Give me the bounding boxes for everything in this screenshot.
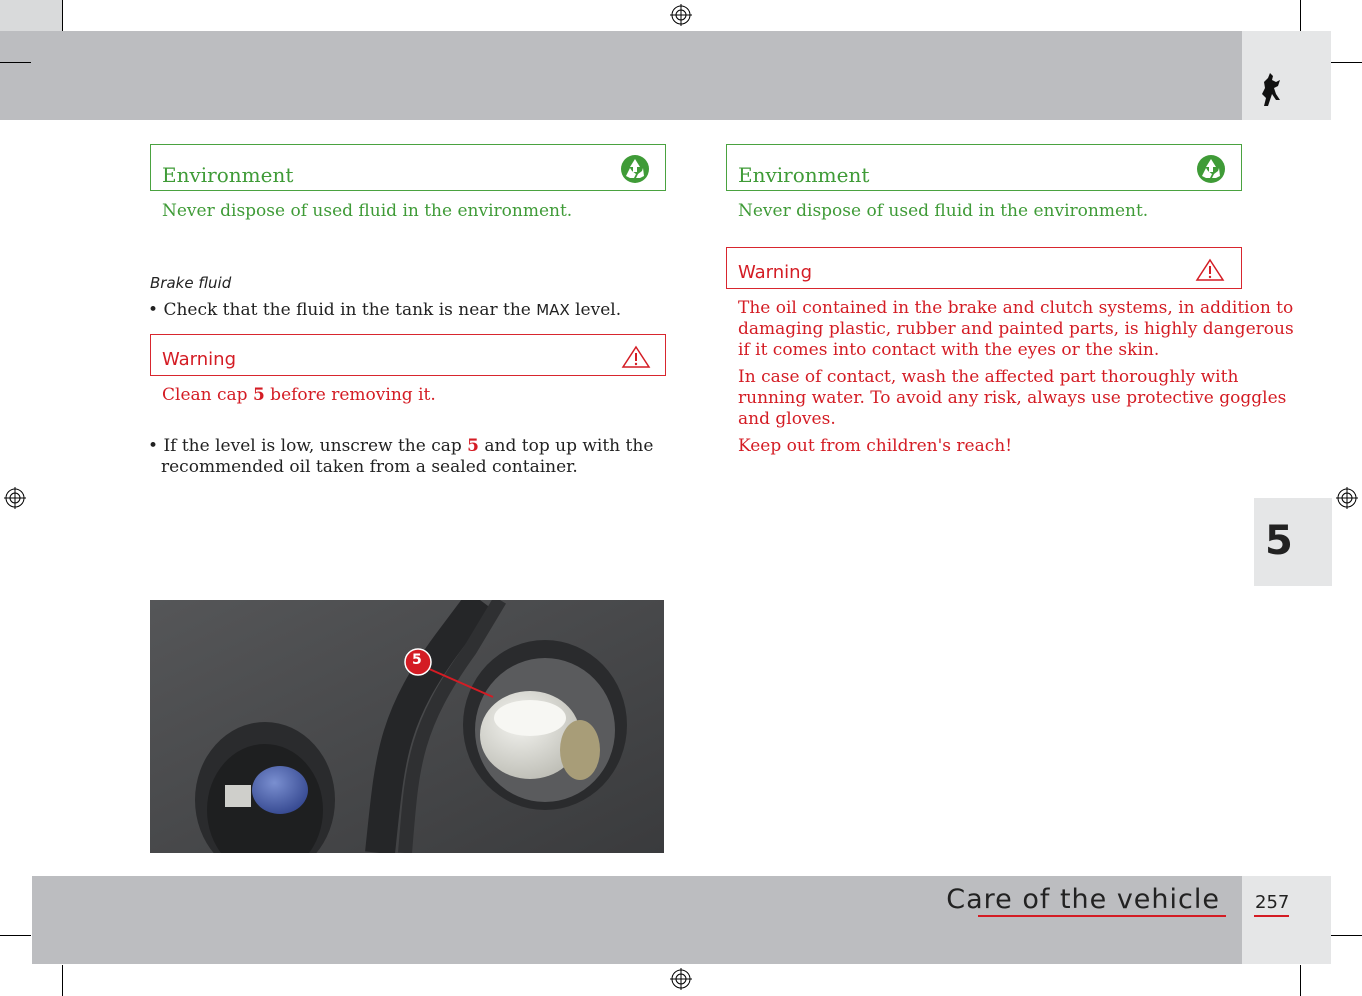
crop-mark (62, 965, 63, 996)
warning-title: Warning (738, 262, 813, 283)
environment-title: Environment (738, 163, 870, 187)
recycle-icon (1196, 154, 1226, 184)
bullet-item: • Check that the fluid in the tank is near the MAX level. (148, 300, 622, 320)
warning-text-line: damaging plastic, rubber and painted parts, is highly dangerous (738, 319, 1294, 339)
registration-mark-icon (670, 968, 692, 990)
brake-fluid-photo (150, 600, 664, 853)
footer-section-title: Care of the vehicle (946, 884, 1220, 915)
warning-text: Clean cap 5 before removing it. (162, 385, 436, 405)
header-tab (0, 0, 62, 31)
bullet-item: • If the level is low, unscrew the cap 5 and top up with the (148, 436, 654, 456)
crop-mark (1300, 965, 1301, 996)
bullet-continuation: recommended oil taken from a sealed container. (161, 457, 578, 477)
bullet-icon: • (148, 436, 164, 456)
registration-mark-icon (4, 487, 26, 509)
footer-title-underline (978, 915, 1226, 917)
crop-mark (62, 0, 63, 31)
registration-mark-icon (1336, 487, 1358, 509)
chapter-number: 5 (1265, 518, 1293, 564)
warning-text-line: Keep out from children's reach! (738, 436, 1013, 456)
crop-mark (0, 935, 31, 936)
warning-text-line: In case of contact, wash the affected part thoroughly with (738, 367, 1239, 387)
section-heading: Brake fluid (150, 274, 232, 292)
environment-text: Never dispose of used fluid in the environment. (738, 201, 1149, 221)
prancing-horse-icon (1256, 70, 1286, 110)
warning-text-line: and gloves. (738, 409, 836, 429)
crop-mark (1331, 935, 1362, 936)
warning-text-line: if it comes into contact with the eyes or the skin. (738, 340, 1160, 360)
warning-text-line: The oil contained in the brake and clutch systems, in addition to (738, 298, 1294, 318)
bullet-icon: • (148, 300, 164, 320)
warning-text-line: running water. To avoid any risk, always use protective goggles (738, 388, 1287, 408)
warning-title: Warning (162, 349, 237, 370)
warning-box (726, 247, 1242, 289)
engine-bay-illustration (150, 600, 664, 853)
page-number: 257 (1255, 892, 1290, 913)
crop-mark (1331, 62, 1362, 63)
environment-title: Environment (162, 163, 294, 187)
page-number-underline (1254, 915, 1289, 917)
max-label: MAX (536, 301, 570, 319)
photo-callout-label: 5 (412, 652, 422, 668)
crop-mark (0, 62, 31, 63)
environment-text: Never dispose of used fluid in the environment. (162, 201, 573, 221)
environment-box (150, 144, 666, 191)
environment-box (726, 144, 1242, 191)
crop-mark (1300, 0, 1301, 31)
warning-box (150, 334, 666, 376)
recycle-icon (620, 154, 650, 184)
warning-triangle-icon (1195, 258, 1225, 282)
registration-mark-icon (670, 4, 692, 26)
warning-triangle-icon (621, 345, 651, 369)
header-band (0, 31, 1242, 120)
footer-page-panel (1242, 876, 1331, 964)
